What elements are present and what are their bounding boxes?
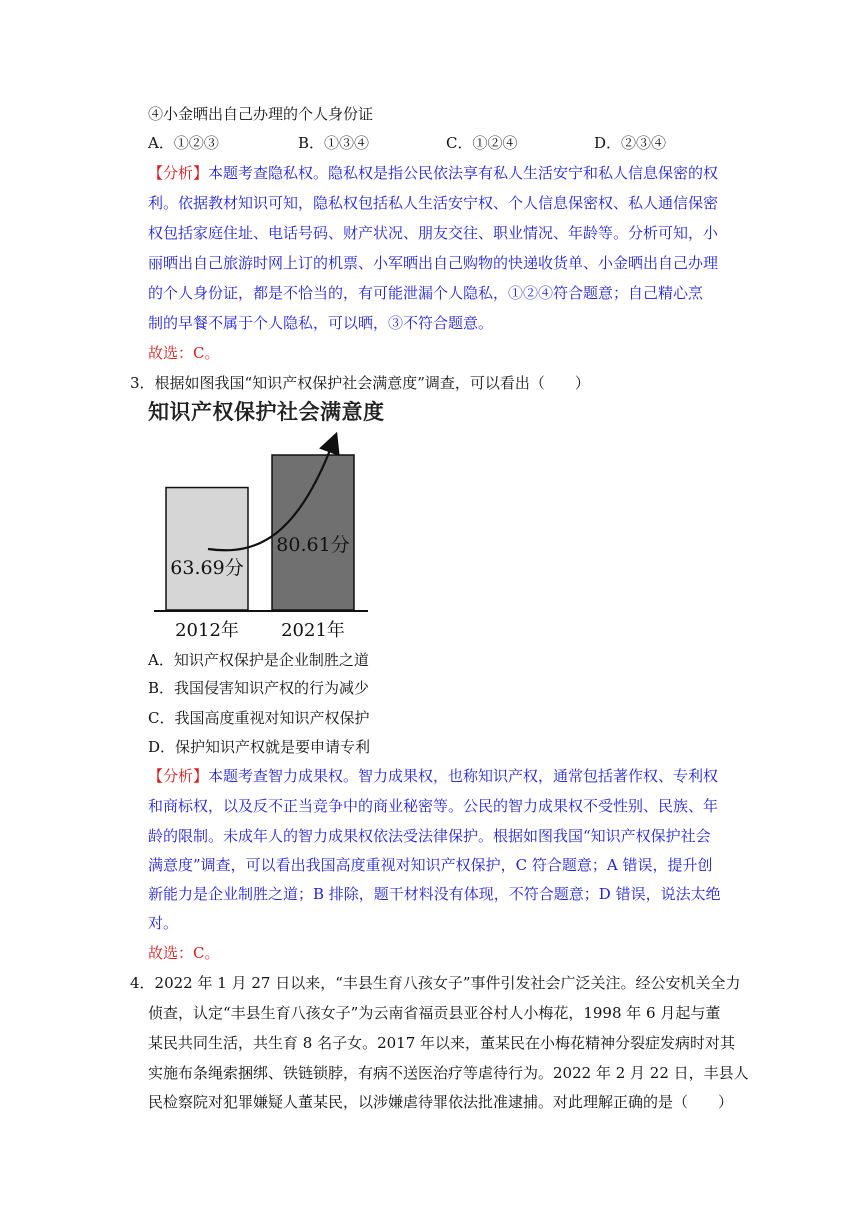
analysis-line: 权包括家庭住址、电话号码、财产状况、朋友交往、职业情况、年龄等。分析可知，小: [148, 224, 719, 242]
analysis-line: 新能力是企业制胜之道；B 排除，题干材料没有体现，不符合题意；D 错误，说法太绝: [148, 885, 721, 903]
option-c: C．我国高度重视对知识产权保护: [148, 709, 370, 727]
chart-bar: [272, 455, 354, 610]
option-d: D．②③④: [594, 134, 667, 152]
satisfaction-chart: [148, 396, 388, 648]
analysis-line: 【分析】本题考查智力成果权。智力成果权，也称知识产权，通常包括著作权、专利权: [148, 767, 719, 785]
item-4-line: ④小金晒出自己办理的个人身份证: [148, 105, 374, 123]
bar-value-label: 80.61分: [276, 534, 350, 556]
category-label: 2012年: [175, 620, 239, 641]
category-label: 2021年: [281, 620, 345, 641]
answer-line: 故选：C。: [148, 944, 220, 962]
analysis-line: 的个人身份证，都是不恰当的，有可能泄漏个人隐私，①②④符合题意；自己精心烹: [148, 284, 704, 302]
analysis-line: 龄的限制。未成年人的智力成果权依法受法律保护。根据如图我国“知识产权保护社会: [148, 827, 711, 845]
option-a: A．知识产权保护是企业制胜之道: [148, 651, 369, 669]
chart-svg: [148, 396, 388, 648]
question-4-line: 某民共同生活，共生育 8 名子女。2017 年以来，董某民在小梅花精神分裂症发病时对其: [148, 1034, 736, 1052]
analysis-line: 制的早餐不属于个人隐私，可以晒，③不符合题意。: [148, 314, 494, 332]
analysis-label: 【分析】: [148, 767, 209, 785]
analysis-line: 和商标权，以及反不正当竞争中的商业秘密等。公民的智力成果权不受性别、民族、年: [148, 797, 719, 815]
option-b: B．①③④: [298, 134, 370, 152]
answer-line: 故选：C。: [148, 344, 220, 362]
option-d: D．保护知识产权就是要申请专利: [148, 738, 371, 756]
analysis-line: 利。依据教材知识可知，隐私权包括私人生活安宁权、个人信息保密权、私人通信保密: [148, 194, 719, 212]
analysis-line: 【分析】本题考查隐私权。隐私权是指公民依法享有私人生活安宁和私人信息保密的权: [148, 164, 719, 182]
question-4-line: 实施布条绳索捆绑、铁链锁脖，有病不送医治疗等虐待行为。2022 年 2 月 22 日，丰县人: [148, 1064, 749, 1082]
question-4-line: 民检察院对犯罪嫌疑人董某民，以涉嫌虐待罪依法批准逮捕。对此理解正确的是（ ）: [148, 1093, 734, 1111]
question-4-line: 4．2022 年 1 月 27 日以来，“丰县生育八孩女子”事件引发社会广泛关注。经公安机关全力: [130, 974, 741, 992]
question-4-line: 侦查，认定“丰县生育八孩女子”为云南省福贡县亚谷村人小梅花，1998 年 6 月起与董: [148, 1004, 721, 1022]
bar-value-label: 63.69分: [170, 557, 244, 579]
analysis-line: 满意度”调查，可以看出我国高度重视对知识产权保护，C 符合题意；A 错误，提升创: [148, 856, 713, 874]
analysis-line: 丽晒出自己旅游时网上订的机票、小军晒出自己购物的快递收货单、小金晒出自己办理: [148, 254, 719, 272]
question-3-stem: 3．根据如图我国“知识产权保护社会满意度”调查，可以看出（ ）: [130, 374, 590, 392]
option-c: C．①②④: [446, 134, 518, 152]
option-a: A．①②③: [148, 134, 219, 152]
analysis-line: 对。: [148, 914, 179, 932]
analysis-label: 【分析】: [148, 164, 209, 182]
chart-title: 知识产权保护社会满意度: [148, 400, 385, 424]
option-b: B．我国侵害知识产权的行为减少: [148, 679, 370, 697]
